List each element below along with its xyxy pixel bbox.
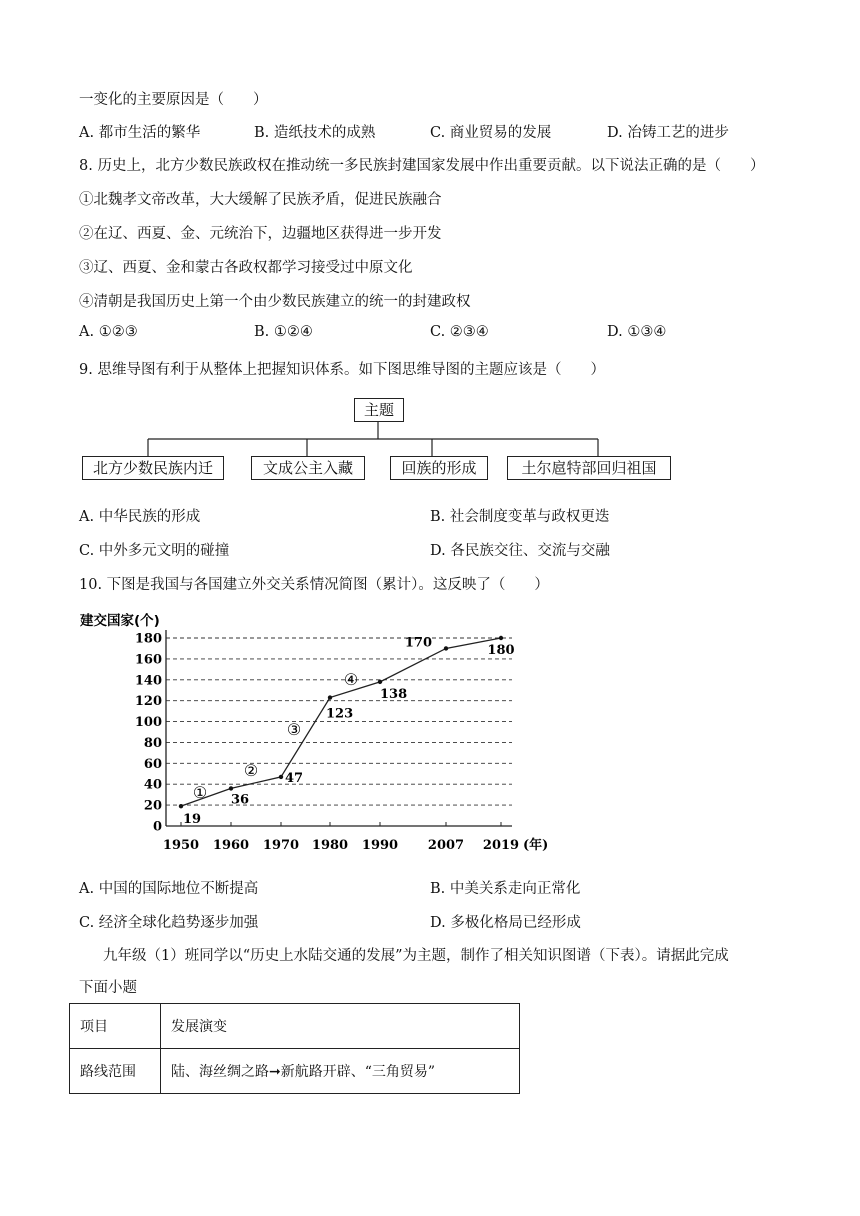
series-line xyxy=(181,638,501,806)
q7-option-b[interactable]: B. 造纸技术的成熟 xyxy=(254,125,376,141)
x-tick-label: 1960 xyxy=(212,838,250,853)
q8-statement-4: ④清朝是我国历史上第一个由少数民族建立的统一的封建政权 xyxy=(79,294,471,310)
y-tick-label: 140 xyxy=(134,673,162,689)
mindmap-child-2: 文成公主入藏 xyxy=(251,456,365,480)
q10-option-b[interactable]: B. 中美关系走向正常化 xyxy=(430,881,581,897)
y-tick-label: 20 xyxy=(143,798,162,814)
q8-stem: 8. 历史上，北方少数民族政权在推动统一多民族封建国家发展中作出重要贡献。以下说法正确的是（ ） xyxy=(79,158,765,174)
y-tick-label: 120 xyxy=(134,694,162,710)
q10-option-d[interactable]: D. 多极化格局已经形成 xyxy=(430,915,581,931)
y-tick-label: 160 xyxy=(134,652,162,668)
data-point xyxy=(499,636,503,640)
x-tick-label: 1990 xyxy=(361,838,399,853)
data-point xyxy=(179,804,183,808)
data-label: 36 xyxy=(231,792,250,808)
segment-annotation: ① xyxy=(192,783,208,802)
x-axis-unit-label: (年) xyxy=(523,838,549,853)
chart-series xyxy=(179,636,503,809)
q10-option-a[interactable]: A. 中国的国际地位不断提高 xyxy=(79,881,259,897)
segment-annotation: ② xyxy=(243,761,259,780)
y-tick-label: 0 xyxy=(152,819,162,835)
data-label: 180 xyxy=(487,643,515,658)
q8-statement-2: ②在辽、西夏、金、元统治下，边疆地区获得进一步开发 xyxy=(79,226,442,242)
material-intro-line2: 下面小题 xyxy=(79,980,137,996)
chart-y-axis-label: 建交国家(个) xyxy=(80,613,160,629)
table-row xyxy=(70,1049,520,1094)
q7-option-d[interactable]: D. 冶铸工艺的进步 xyxy=(607,125,729,141)
data-point xyxy=(328,695,332,699)
diplomatic-relations-chart xyxy=(0,600,860,860)
q7-option-c[interactable]: C. 商业贸易的发展 xyxy=(430,125,552,141)
y-tick-label: 100 xyxy=(134,715,162,731)
x-tick-label: 2019 xyxy=(482,838,520,853)
chart-point-labels xyxy=(183,635,515,827)
table-cell: 路线范围 xyxy=(70,1049,161,1094)
q8-option-a[interactable]: A. ①②③ xyxy=(79,324,138,340)
q8-statement-1: ①北魏孝文帝改革，大大缓解了民族矛盾，促进民族融合 xyxy=(79,192,442,208)
q9-option-a[interactable]: A. 中华民族的形成 xyxy=(79,509,201,525)
data-label: 47 xyxy=(285,770,304,786)
chart-y-ticks xyxy=(135,632,162,835)
q9-stem: 9. 思维导图有利于从整体上把握知识体系。如下图思维导图的主题应该是（ ） xyxy=(79,362,605,378)
segment-annotation: ④ xyxy=(343,670,359,689)
x-tick-label: 1980 xyxy=(311,838,349,853)
knowledge-table xyxy=(69,1003,520,1094)
q10-option-c[interactable]: C. 经济全球化趋势逐步加强 xyxy=(79,915,259,931)
y-tick-label: 40 xyxy=(143,777,162,793)
table-cell: 陆、海丝绸之路➞新航路开辟、“三角贸易” xyxy=(161,1049,520,1094)
data-point xyxy=(279,775,283,779)
segment-annotation: ③ xyxy=(286,720,302,739)
x-tick-label: 2007 xyxy=(427,838,465,853)
data-label: 138 xyxy=(380,686,408,702)
y-tick-label: 180 xyxy=(134,631,162,647)
data-point xyxy=(229,786,233,790)
q10-stem: 10. 下图是我国与各国建立外交关系情况简图（累计）。这反映了（ ） xyxy=(79,577,549,593)
table-row xyxy=(70,1004,520,1049)
data-label: 170 xyxy=(404,635,432,651)
chart-annotations xyxy=(193,670,358,802)
q9-option-b[interactable]: B. 社会制度变革与政权更迭 xyxy=(430,509,610,525)
q9-option-d[interactable]: D. 各民族交往、交流与交融 xyxy=(430,543,610,559)
q8-option-d[interactable]: D. ①③④ xyxy=(607,324,667,340)
mindmap-child-4: 土尔扈特部回归祖国 xyxy=(507,456,671,480)
y-tick-label: 80 xyxy=(143,735,162,751)
q9-option-c[interactable]: C. 中外多元文明的碰撞 xyxy=(79,543,230,559)
mindmap-root: 主题 xyxy=(354,398,404,422)
q8-statement-3: ③辽、西夏、金和蒙古各政权都学习接受过中原文化 xyxy=(79,260,413,276)
chart-axes xyxy=(166,630,515,826)
mindmap-child-3: 回族的形成 xyxy=(390,456,488,480)
chart-grid xyxy=(166,638,515,808)
mindmap-connectors xyxy=(0,0,860,500)
data-label: 19 xyxy=(183,812,202,828)
x-tick-label: 1950 xyxy=(162,838,200,853)
data-point xyxy=(444,646,448,650)
table-cell: 发展演变 xyxy=(161,1004,520,1049)
q7-option-a[interactable]: A. 都市生活的繁华 xyxy=(79,125,201,141)
q8-option-b[interactable]: B. ①②④ xyxy=(254,324,313,340)
data-label: 123 xyxy=(326,706,354,722)
x-tick-label: 1970 xyxy=(262,838,300,853)
q7-stem-tail: 一变化的主要原因是（ ） xyxy=(79,92,268,108)
material-intro-line1: 九年级（1）班同学以“历史上水陆交通的发展”为主题，制作了相关知识图谱（下表）。请据此完成 xyxy=(103,948,729,964)
mindmap-child-1: 北方少数民族内迁 xyxy=(82,456,224,480)
y-tick-label: 60 xyxy=(143,756,162,772)
table-cell: 项目 xyxy=(70,1004,161,1049)
q8-option-c[interactable]: C. ②③④ xyxy=(430,324,489,340)
data-point xyxy=(378,680,382,684)
chart-x-ticks xyxy=(163,822,548,853)
